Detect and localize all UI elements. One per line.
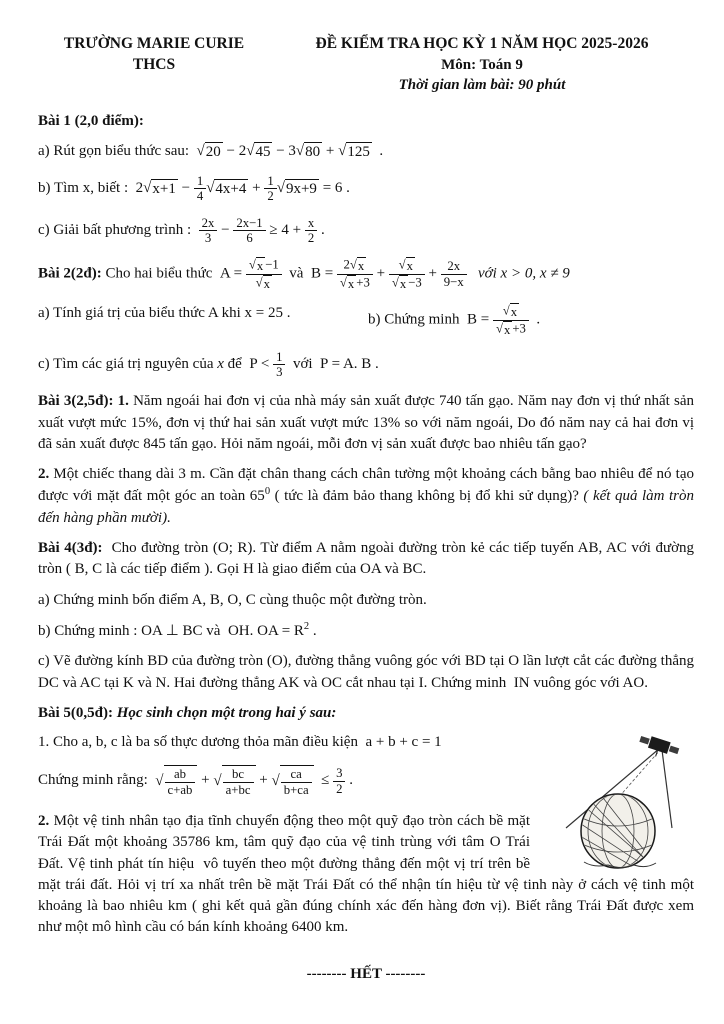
bai5-option-2: 2. Một vệ tinh nhân tạo địa tĩnh chuyển động theo một quỹ đạo tròn cách bề mặt Trái Đất một khoảng 35786 km, tâm quỹ đạo của vệ tinh trùng với tâm O Trái Đất. Vệ tinh phát tín hiệu vô tuyến theo một đường thẳng đến một vị trí trên bề mặt trái đất. Hỏi vị trí xa nhất trên bề mặt Trái Đất có thể nhận tín hiệu từ vệ tinh này ở cách vệ tinh một khoảng là bao nhiêu km ( ghi kết quả gần đúng chính xác đến hàng đơn vị). Biết rằng Trái Đất được xem như một mô hình cầu có bán kính khoảng 6400 km. (38, 812, 694, 936)
bai2-item-c: c) Tìm các giá trị nguyên của x để P < $\frac{1}{3}$ với P = A. B . (38, 349, 379, 379)
exam-subject: Môn: Toán 9 (441, 56, 523, 73)
section-bai-2 (38, 257, 694, 379)
bai1-item-a: a) Rút gọn biểu thức sau: √20 − 2√45 − 3√80 + √125 . (38, 142, 384, 160)
bai2-item-a: a) Tính giá trị của biểu thức A khi x = 25 . (38, 305, 291, 322)
bai2-item-b: b) Chứng minh B = $\frac{√x}{√x +3}$ . (368, 303, 541, 338)
school-name-line1: TRƯỜNG MARIE CURIE (63, 35, 245, 52)
bai2-intro: Bài 2(2đ): Cho hai biểu thức A = $\frac{√x -1}{√x}$ và B = $\frac{2√x}{√x +3}$ + $\frac{√x}{√x -3}$ + $\frac{2x}{9-x}$ với x > 0, x ≠ 9 (38, 257, 570, 291)
bai2-line-ab (38, 303, 694, 337)
bai3-problem-1: Bài 3(2,5đ): 1. Năm ngoái hai đơn vị của nhà máy sản xuất được 740 tấn gạo. Năm nay đơn vị thứ nhất sản xuất vượt mức 15%, đơn vị thứ hai sản xuất vượt mức 13% so với năm ngoái, Do đó năm nay cả hai đơn vị đã sản xuất được 845 tấn gạo. Hỏi năm ngoái, mỗi đơn vị sản xuất được bao nhiêu tấn gạo? (38, 393, 694, 452)
end-of-exam-marker: -------- HẾT -------- (306, 965, 426, 982)
exam-duration: Thời gian làm bài: 90 phút (398, 77, 566, 94)
bai4-item-c: c) Vẽ đường kính BD của đường tròn (O), đường thẳng vuông góc với BD tại O lần lượt cắt các đường thẳng DC và AC tại K và N. Hai đường thẳng AK và OC cắt nhau tại I. Chứng minh IN vuông góc với AO. (38, 653, 694, 691)
bai5-heading: Bài 5(0,5đ): Học sinh chọn một trong hai ý sau: (38, 704, 337, 721)
school-name-line2: THCS (132, 55, 176, 73)
section-bai-4 (38, 538, 694, 694)
bai1-item-c: c) Giải bất phương trình : $\frac{2x}{3}$ − $\frac{2x-1}{6}$ ≥ 4 + $\frac{x}{2}$ . (38, 215, 325, 245)
school-name (38, 34, 270, 95)
bai5-option-1: 1. Cho a, b, c là ba số thực dương thỏa mãn điều kiện a + b + c = 1 (38, 734, 442, 751)
satellite-earth-figure-icon (544, 732, 694, 870)
bai4-item-a: a) Chứng minh bốn điểm A, B, O, C cùng thuộc một đường tròn. (38, 591, 427, 608)
exam-title-block (270, 34, 694, 95)
section-bai-3 (38, 391, 694, 529)
section-bai-5 (38, 703, 694, 948)
section-bai-1 (38, 111, 694, 245)
exam-title: ĐỀ KIỂM TRA HỌC KỲ 1 NĂM HỌC 2025-2026 (315, 35, 649, 52)
bai5-body (38, 732, 694, 948)
bai1-item-b: b) Tìm x, biết : 2√x+1 − $\frac{1}{4}$ √4x+4 + $\frac{1}{2}$ √9x+9 = 6 . (38, 174, 350, 204)
bai1-heading: Bài 1 (2,0 điểm): (38, 113, 144, 130)
bai5-inequality: Chứng minh rằng: √ $\frac{ab}{c+ab}$ + √ $\frac{bc}{a+bc}$ + √ $\frac{ca}{b+ca}$ ≤ $\frac{3}{2}$ . (38, 766, 353, 797)
bai3-problem-2: 2. Một chiếc thang dài 3 m. Cần đặt chân thang cách chân tường một khoảng cách bằng bao nhiêu để nó tạo được với mặt đất một góc an toàn $65^0$ ( tức là đảm bảo thang không bị đổ khi sử dụng)? ( kết quả làm tròn đến hàng phần mười). (38, 466, 694, 526)
bai4-intro: Bài 4(3đ): Cho đường tròn (O; R). Từ điểm A nằm ngoài đường tròn kẻ các tiếp tuyến AB, AC với đường tròn ( B, C là các tiếp điểm ). Gọi H là giao điểm của OA và BC. (38, 540, 695, 578)
bai4-item-b: b) Chứng minh : OA ⊥ BC và OH. OA = $R^2$ . (38, 620, 317, 639)
header (38, 34, 694, 95)
